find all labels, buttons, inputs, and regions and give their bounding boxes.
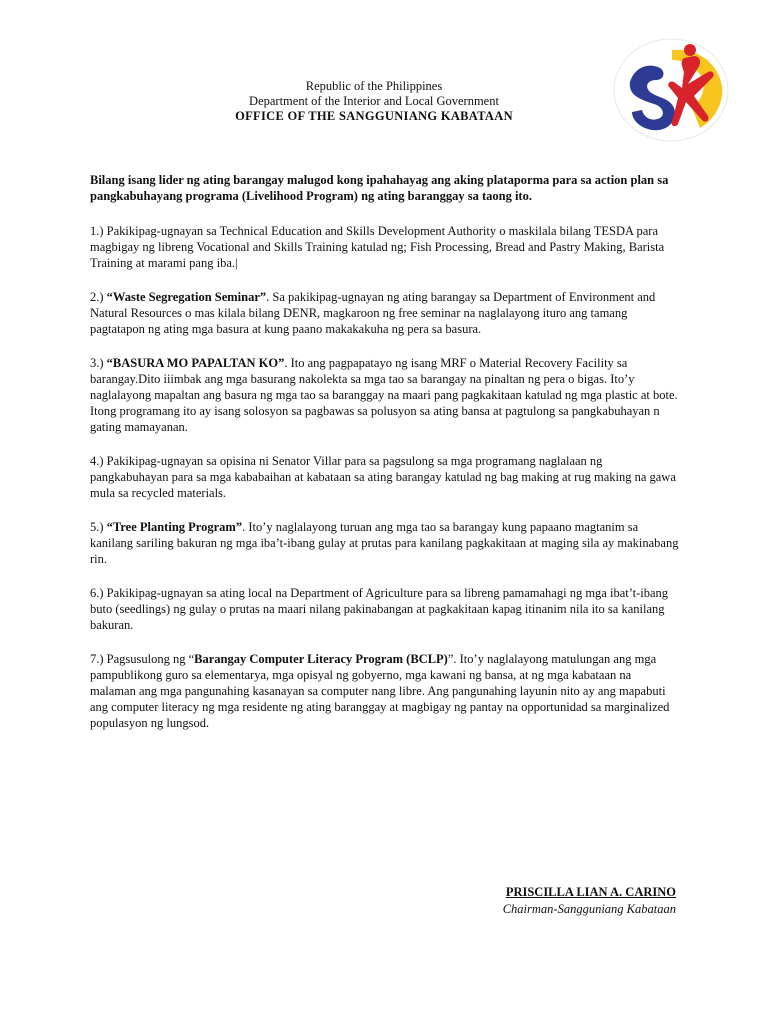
platform-item-2 xyxy=(90,289,680,337)
item-prefix: 6.) xyxy=(90,586,107,600)
item-text: Pakikipag-ugnayan sa opisina ni Senator Villar para sa pagsulong sa mga programang naglalaan ng pangkabuhayan para sa mga kababaihan at kabataan sa ating barangay katulad ng bag making at rug making na gawa mula sa recycled materials. xyxy=(90,454,676,500)
intro-paragraph: Bilang isang lider ng ating barangay malugod kong ipahahayag ang aking plataporma para sa action plan sa pangkabuhayang programa (Livelihood Program) ng ating baranggay sa taong ito. xyxy=(90,173,669,203)
item-text: . Sa pakikipag-ugnayan ng ating barangay sa Department of Environment and Natural Resources o mas kilala bilang DENR, magkaroon ng free seminar na naglalayong ituro ang tamang pagtatapon ng ating mga basura at kung paano makakakuha ng pera sa basura. xyxy=(90,290,656,336)
item-title: “Waste Segregation Seminar” xyxy=(106,290,267,304)
item-title: Barangay Computer Literacy Program (BCLP) xyxy=(194,652,448,666)
platform-item-7 xyxy=(90,651,680,731)
platform-item-5 xyxy=(90,519,680,567)
item-text: Pakikipag-ugnayan sa ating local na Department of Agriculture para sa libreng pamamahagi ng mga ibat’t-ibang buto (seedlings) ng gulay o prutas na maari nilang pakinabangan at pagkakitaan kapag itinanim nila ito sa kanilang bakuran. xyxy=(90,586,669,632)
signatory-title: Chairman-Sangguniang Kabataan xyxy=(502,902,676,916)
item-prefix: 1.) xyxy=(90,224,107,238)
document-body xyxy=(90,172,680,749)
letterhead xyxy=(120,79,628,124)
signatory-name: PRISCILLA LIAN A. CARINO xyxy=(505,885,676,899)
item-text: Pakikipag-ugnayan sa Technical Education and Skills Development Authority o maskilala bilang TESDA para magbigay ng libreng Vocational and Skills Training katulad ng; Fish Processing, Bread and Pastry Making, Barista Training at marami pang iba.| xyxy=(90,224,665,270)
platform-item-6 xyxy=(90,585,680,633)
letterhead-country: Republic of the Philippines xyxy=(305,79,443,93)
platform-item-1 xyxy=(90,223,680,271)
item-prefix: 4.) xyxy=(90,454,107,468)
item-prefix: 3.) xyxy=(90,356,107,370)
letterhead-department: Department of the Interior and Local Government xyxy=(249,94,499,108)
item-title: “BASURA MO PAPALTAN KO” xyxy=(106,356,285,370)
sk-logo-icon xyxy=(612,38,730,142)
platform-item-4 xyxy=(90,453,680,501)
item-title: “Tree Planting Program” xyxy=(106,520,243,534)
signature-block xyxy=(440,884,676,918)
item-prefix: 5.) xyxy=(90,520,107,534)
item-prefix: 7.) Pagsusulong ng “ xyxy=(90,652,195,666)
item-text: ”. Ito’y naglalayong matulungan ang mga pampublikong guro sa elementarya, mga opisyal ng gobyerno, mga kawani ng bansa, at ng mga kabataan na malaman ang mga pangunahing kasanayan sa computer nang libre. Ang pangunahing layunin nito ay ang mapabuti ang computer literacy ng mga residente ng ating baranggay at magbigay ng pantay na opportunidad sa marginalized populasyon ng lungsod. xyxy=(90,652,670,730)
platform-item-3 xyxy=(90,355,680,435)
item-text: . Ito’y naglalayong turuan ang mga tao sa barangay kung papaano magtanim sa kanilang sariling bakuran ng mga iba’t-ibang gulay at prutas para kanilang pagkakitaan at maging sila ay makinabang rin. xyxy=(90,520,679,566)
item-prefix: 2.) xyxy=(90,290,107,304)
item-text: . Ito ang pagpapatayo ng isang MRF o Material Recovery Facility sa barangay.Dito iiimbak ang mga basurang nakolekta sa mga tao sa barangay na pinaltan ng pera o bigas. Ito’y naglalayong mapaltan ang basura ng mga tao sa baranggay na maari pang pagkakitaan katulad ng mga plastic at bote. Itong programang ito ay isang solosyon sa pagbawas sa polusyon sa ating bansa at pagtulong sa pangkabuhayan n gating mamayanan. xyxy=(90,356,678,434)
letterhead-office: OFFICE OF THE SANGGUNIANG KABATAAN xyxy=(235,109,513,123)
